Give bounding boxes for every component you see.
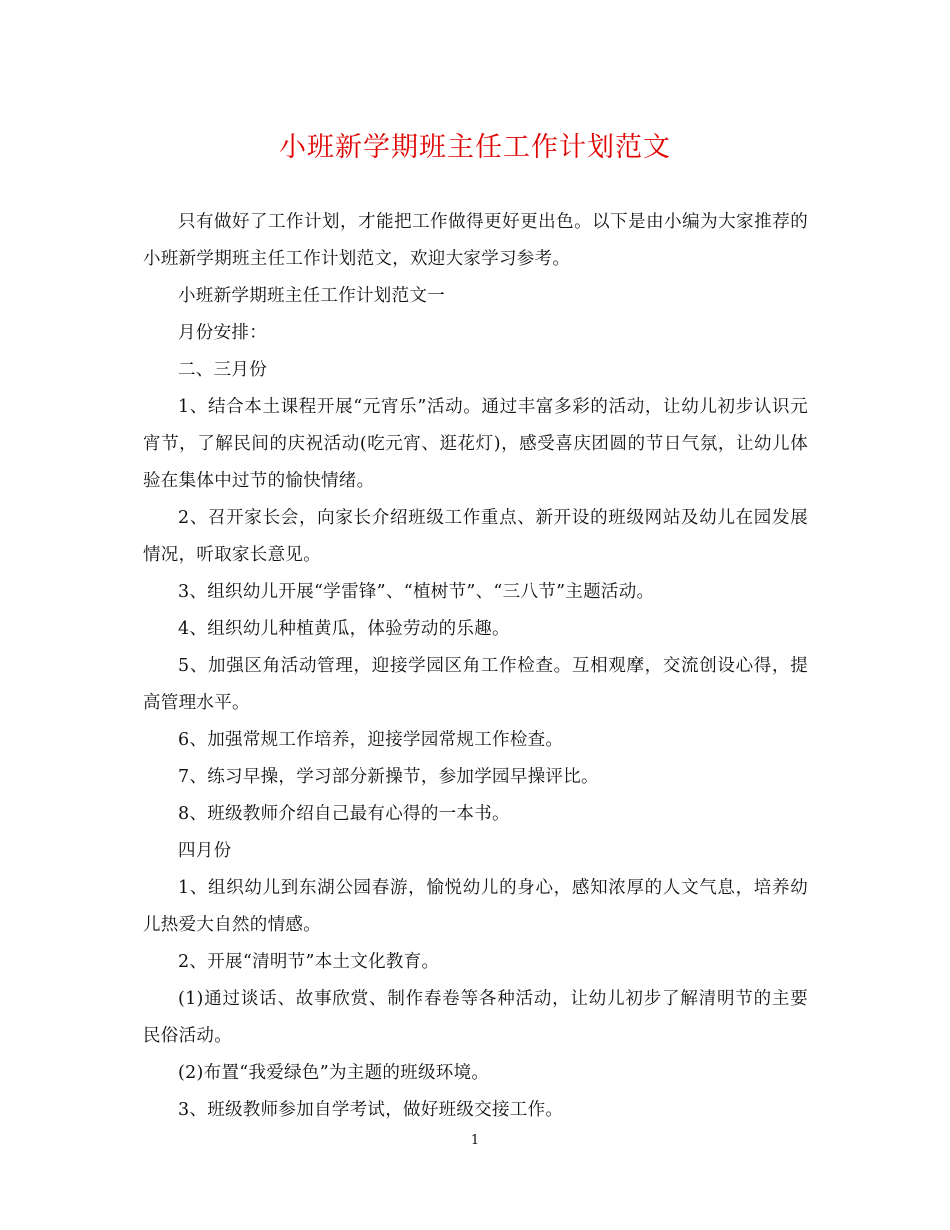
paragraph-item: 7、练习早操，学习部分新操节，参加学园早操评比。 xyxy=(178,767,599,787)
paragraph-item: 4、组织幼儿种植黄瓜，体验劳动的乐趣。 xyxy=(178,619,510,639)
paragraph-month-apr: 四月份 xyxy=(178,841,232,861)
paragraph-month-feb-mar: 二、三月份 xyxy=(178,360,267,380)
paragraph-item: 8、班级教师介绍自己最有心得的一本书。 xyxy=(178,804,510,824)
paragraph-section-heading: 小班新学期班主任工作计划范文一 xyxy=(178,286,445,306)
paragraph-item: 6、加强常规工作培养，迎接学园常规工作检查。 xyxy=(178,730,564,750)
document-title: 小班新学期班主任工作计划范文 xyxy=(279,132,671,163)
paragraph-item: 1、组织幼儿到东湖公园春游，愉悦幼儿的身心，感知浓厚的人文气息，培养幼儿热爱大自然的情感。 xyxy=(143,878,808,935)
paragraph-item: 1、结合本土课程开展“元宵乐”活动。通过丰富多彩的活动，让幼儿初步认识元宵节，了解民间的庆祝活动(吃元宵、逛花灯)，感受喜庆团圆的节日气氛，让幼儿体验在集体中过节的愉快情绪。 xyxy=(143,397,808,491)
paragraph-schedule-label: 月份安排： xyxy=(178,323,267,343)
paragraph-item: 3、组织幼儿开展“学雷锋”、“植树节”、“三八节”主题活动。 xyxy=(178,582,655,602)
paragraph-item: 3、班级教师参加自学考试，做好班级交接工作。 xyxy=(178,1100,564,1120)
page-number: 1 xyxy=(470,1133,480,1148)
paragraph-subitem: (1)通过谈话、故事欣赏、制作春卷等各种活动，让幼儿初步了解清明节的主要民俗活动。 xyxy=(143,989,808,1046)
paragraph-item: 2、召开家长会，向家长介绍班级工作重点、新开设的班级网站及幼儿在园发展情况，听取家长意见。 xyxy=(143,508,808,565)
paragraph-intro: 只有做好了工作计划，才能把工作做得更好更出色。以下是由小编为大家推荐的小班新学期班主任工作计划范文，欢迎大家学习参考。 xyxy=(143,212,808,269)
paragraph-item: 2、开展“清明节”本土文化教育。 xyxy=(178,952,440,972)
paragraph-item: 5、加强区角活动管理，迎接学园区角工作检查。互相观摩，交流创设心得，提高管理水平。 xyxy=(143,656,808,713)
paragraph-subitem: (2)布置“我爱绿色”为主题的班级环境。 xyxy=(178,1063,490,1083)
document-body xyxy=(143,204,808,1129)
